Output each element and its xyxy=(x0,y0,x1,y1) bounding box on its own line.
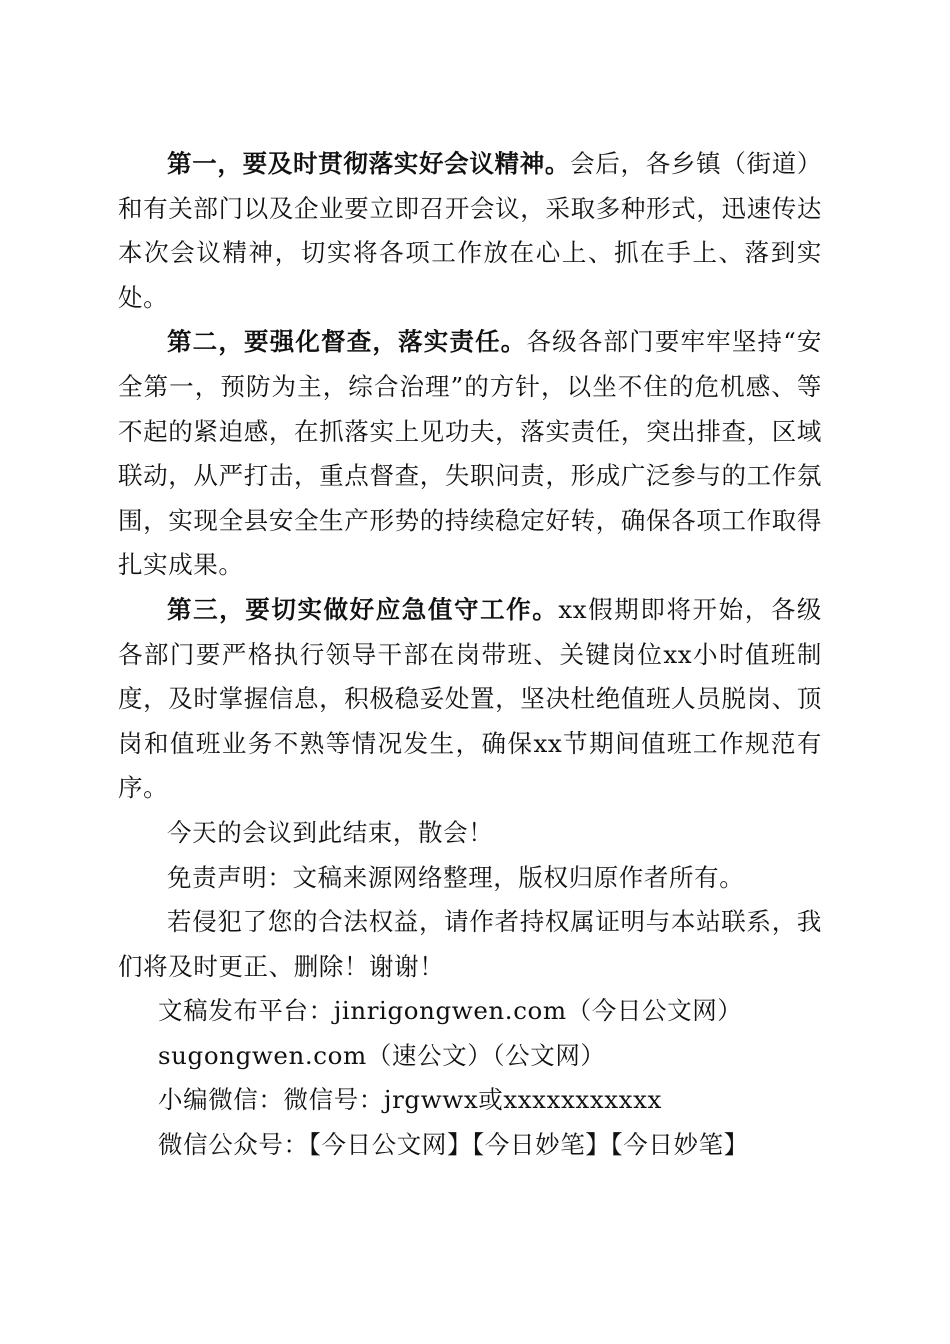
paragraph-3 xyxy=(118,588,822,811)
infringement-notice xyxy=(118,900,822,989)
wechat-official-account-line: 微信公众号：【今日公文网】【今日妙笔】【今日妙笔】 xyxy=(158,1130,749,1160)
paragraph-heading: 第一，要及时贯彻落实好会议精神。 xyxy=(167,149,571,178)
publish-platform-line: 文稿发布平台：jinrigongwen.com（今日公文网） xyxy=(158,996,743,1026)
paragraph-heading: 第二，要强化督查，落实责任。 xyxy=(167,327,527,357)
disclaimer xyxy=(118,856,822,901)
paragraph-1 xyxy=(118,142,822,320)
paragraph-heading: 第三，要切实做好应急值守工作。 xyxy=(167,594,559,624)
paragraph-text: 各级各部门要牢牢坚持“安全第一，预防为主，综合治理”的方针，以坐不住的危机感、等不起的紧迫感，在抓落实上见功夫，落实责任，突出排查，区域联动，从严打击，重点督查，失职问责，形成广泛参与的工作氛围，实现全县安全生产形势的持续稳定好转，确保各项工作取得扎实成果。 xyxy=(118,327,822,580)
closing-remark xyxy=(118,811,822,856)
sugongwen-line: sugongwen.com（速公文）（公文网） xyxy=(158,1040,606,1070)
paragraph-text: xx假期即将开始，各级各部门要严格执行领导干部在岗带班、关键岗位xx小时值班制度，及时掌握信息，积极稳妥处置，坚决杜绝值班人员脱岗、顶岗和值班业务不熟等情况发生，确保xx节期间值班工作规范有序。 xyxy=(118,594,823,803)
wechat-id-line: 小编微信：微信号：jrgwwx或xxxxxxxxxxx xyxy=(158,1085,662,1115)
document-body xyxy=(118,142,822,1168)
paragraph-text: 免责声明：文稿来源网络整理，版权归原作者所有。 xyxy=(167,862,745,892)
paragraph-2 xyxy=(118,320,822,588)
paragraph-text: 若侵犯了您的合法权益，请作者持权属证明与本站联系，我们将及时更正、删除！谢谢！ xyxy=(118,907,822,981)
paragraph-text: 今天的会议到此结束，散会！ xyxy=(167,817,494,847)
paragraph-text: 会后，各乡镇（街道）和有关部门以及企业要立即召开会议，采取多种形式，迅速传达本次会议精神，切实将各项工作放在心上、抓在手上、落到实处。 xyxy=(118,149,823,312)
